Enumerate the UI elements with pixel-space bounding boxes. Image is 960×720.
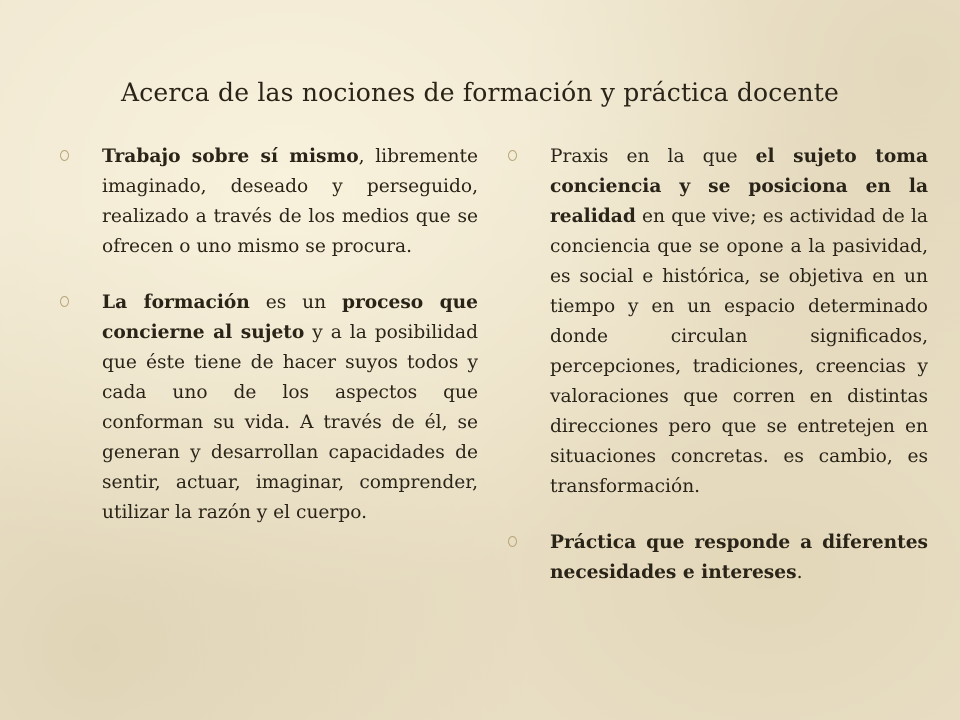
text-segment: La formación [102, 292, 250, 313]
text-segment: proceso que concierne al sujeto [102, 292, 479, 343]
ring-bullet-icon [508, 150, 517, 161]
left-bullet-2 [60, 288, 478, 528]
ring-bullet-icon [60, 296, 69, 307]
right-bullet-1 [508, 142, 928, 502]
text-segment: y a la posibilidad que éste tiene de hacer suyos todos y cada uno de los aspectos que conforman su vida. A través de él, se generan y desarrollan capacidades de sentir, actuar, imaginar, comprender, utilizar la razón y el cuerpo. [102, 322, 479, 523]
ring-bullet-icon [508, 536, 517, 547]
left-column [60, 142, 478, 554]
text-segment: , libremente imaginado, deseado y perseguido, realizado a través de los medios que se ofrecen o uno mismo se procura. [102, 146, 478, 257]
text-segment: . [796, 562, 803, 583]
left-bullet-1 [60, 142, 478, 262]
right-bullet-2 [508, 528, 928, 588]
text-segment: el sujeto toma conciencia y se posiciona en la realidad [550, 146, 928, 227]
slide-title: Acerca de las nociones de formación y práctica docente [120, 78, 840, 107]
ring-bullet-icon [60, 150, 69, 161]
text-segment: Práctica que responde a diferentes necesidades e intereses [550, 532, 928, 583]
text-segment: en que vive; es actividad de la conciencia que se opone a la pasividad, es social e histórica, se objetiva en un tiempo y en un espacio determinado donde circulan significados, percepciones, tradiciones, creencias y valoraciones que corren en distintas direcciones pero que se entretejen en situaciones concretas. es cambio, es transformación. [550, 206, 928, 497]
text-segment: Trabajo sobre sí mismo [102, 146, 359, 167]
right-column [508, 142, 928, 614]
text-segment: Praxis en la que [550, 146, 756, 167]
text-segment: es un [249, 292, 342, 313]
